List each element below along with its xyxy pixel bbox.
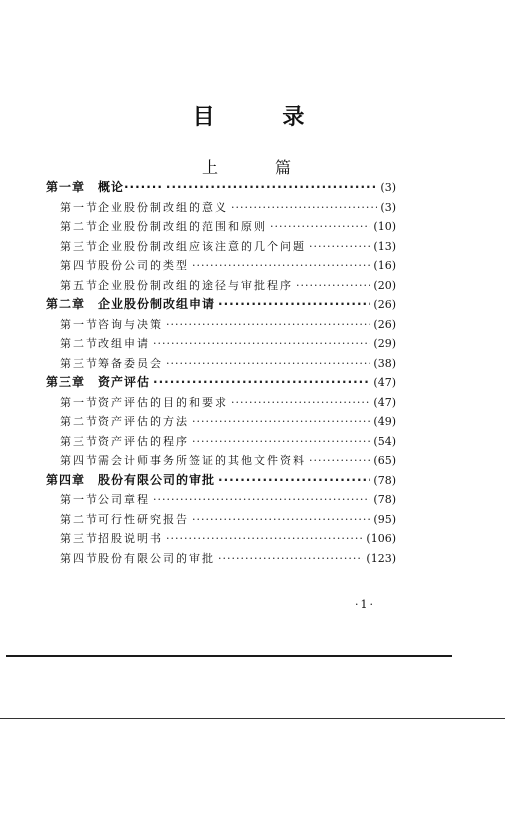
toc-section bbox=[46, 432, 396, 452]
toc-entry-page: (78) bbox=[373, 493, 396, 506]
toc-entry-title: 企业股份制改组的范围和原则 bbox=[98, 220, 267, 233]
toc-entry-number: 第二章 bbox=[46, 297, 86, 311]
toc-entry-page: (54) bbox=[373, 434, 396, 448]
toc-entry-page: (65) bbox=[373, 454, 396, 467]
toc-entry-page: (16) bbox=[373, 259, 396, 272]
toc-entry-page: (20) bbox=[373, 278, 396, 292]
toc-leader-dots bbox=[270, 217, 370, 237]
toc-entry-page: (29) bbox=[373, 337, 396, 350]
toc-entry-number: 第一节 bbox=[60, 395, 99, 409]
toc-entry-page: (38) bbox=[373, 356, 396, 370]
toc-entry-number: 第三节 bbox=[60, 532, 99, 545]
toc-leader-dots bbox=[166, 354, 370, 374]
toc-entry-title: 资产评估 bbox=[98, 375, 151, 389]
toc-entry-title: 需会计师事务所签证的其他文件资料 bbox=[98, 454, 306, 467]
toc-entry-number: 第三章 bbox=[46, 375, 86, 389]
toc-entry-title: 股份有限公司的审批 bbox=[98, 551, 215, 565]
toc-entry-page: (47) bbox=[373, 376, 396, 389]
toc-leader-dots bbox=[153, 373, 370, 393]
toc-entry-number: 第二节 bbox=[60, 415, 99, 428]
toc-section bbox=[46, 217, 396, 237]
toc-entry-title: 概论······· bbox=[98, 180, 163, 194]
toc-leader-dots bbox=[153, 490, 370, 510]
toc-chapter bbox=[46, 178, 396, 198]
toc-entry-title: 企业股份制改组申请 bbox=[98, 297, 216, 311]
toc-section bbox=[46, 334, 396, 354]
toc-section bbox=[46, 393, 396, 413]
toc-entry-number: 第二节 bbox=[60, 220, 99, 233]
toc-section bbox=[46, 510, 396, 530]
toc-section bbox=[46, 529, 396, 549]
table-of-contents bbox=[46, 178, 396, 568]
toc-entry-number: 第四节 bbox=[60, 551, 99, 565]
toc-chapter bbox=[46, 373, 396, 393]
toc-leader-dots bbox=[218, 295, 370, 315]
toc-entry-title: 企业股份制改组的意义 bbox=[98, 200, 228, 214]
toc-entry-title: 企业股份制改组的途径与审批程序 bbox=[98, 278, 293, 292]
toc-section bbox=[46, 276, 396, 296]
toc-leader-dots bbox=[192, 256, 370, 276]
toc-entry-title: 股份有限公司的审批 bbox=[98, 472, 216, 487]
toc-leader-dots bbox=[166, 178, 377, 198]
part-heading: 上 篇 bbox=[201, 158, 318, 177]
toc-entry-page: (78) bbox=[373, 473, 396, 487]
toc-section bbox=[46, 451, 396, 471]
toc-section bbox=[46, 198, 396, 218]
toc-section bbox=[46, 315, 396, 335]
toc-entry-number: 第四节 bbox=[60, 259, 99, 272]
toc-entry-title: 企业股份制改组应该注意的几个问题 bbox=[98, 239, 306, 253]
toc-entry-page: (3) bbox=[380, 181, 396, 194]
toc-section bbox=[46, 354, 396, 374]
toc-entry-page: (26) bbox=[373, 317, 396, 331]
toc-leader-dots bbox=[192, 510, 370, 530]
toc-leader-dots bbox=[309, 451, 370, 471]
toc-entry-page: (3) bbox=[380, 200, 396, 214]
toc-entry-title: 股份公司的类型 bbox=[98, 259, 189, 272]
toc-entry-number: 第五节 bbox=[60, 278, 99, 292]
toc-leader-dots bbox=[192, 412, 370, 432]
toc-leader-dots bbox=[296, 276, 370, 296]
toc-section bbox=[46, 549, 396, 569]
page-number: ·1· bbox=[355, 598, 375, 611]
toc-entry-title: 筹备委员会 bbox=[98, 356, 163, 370]
toc-leader-dots bbox=[218, 471, 370, 491]
toc-entry-page: (10) bbox=[373, 220, 396, 233]
page-edge-line bbox=[6, 655, 452, 657]
toc-entry-title: 可行性研究报告 bbox=[98, 512, 189, 526]
page-title: 目 录 bbox=[192, 105, 335, 130]
toc-leader-dots bbox=[192, 432, 370, 452]
toc-entry-title: 资产评估的方法 bbox=[98, 415, 189, 428]
toc-section bbox=[46, 237, 396, 257]
toc-entry-title: 资产评估的目的和要求 bbox=[98, 395, 228, 409]
toc-entry-number: 第三节 bbox=[60, 434, 99, 448]
toc-entry-page: (106) bbox=[366, 532, 396, 545]
toc-leader-dots bbox=[153, 334, 370, 354]
toc-entry-number: 第一节 bbox=[60, 493, 99, 506]
toc-entry-page: (47) bbox=[373, 395, 396, 409]
toc-leader-dots bbox=[166, 529, 363, 549]
scan-edge-line bbox=[0, 718, 505, 719]
toc-entry-title: 资产评估的程序 bbox=[98, 434, 189, 448]
toc-entry-number: 第四节 bbox=[60, 454, 99, 467]
toc-entry-number: 第三节 bbox=[60, 356, 99, 370]
toc-entry-title: 公司章程 bbox=[98, 493, 150, 506]
toc-section bbox=[46, 256, 396, 276]
toc-entry-number: 第一节 bbox=[60, 200, 99, 214]
toc-entry-number: 第二节 bbox=[60, 512, 99, 526]
toc-entry-page: (95) bbox=[373, 512, 396, 526]
toc-entry-title: 招股说明书 bbox=[98, 532, 163, 545]
toc-section bbox=[46, 490, 396, 510]
toc-leader-dots bbox=[231, 393, 370, 413]
toc-leader-dots bbox=[231, 198, 377, 218]
toc-entry-number: 第一章 bbox=[46, 180, 86, 194]
toc-entry-number: 第一节 bbox=[60, 317, 99, 331]
toc-chapter bbox=[46, 471, 396, 491]
toc-entry-page: (13) bbox=[373, 239, 396, 253]
toc-entry-page: (123) bbox=[366, 551, 396, 565]
toc-entry-number: 第二节 bbox=[60, 337, 99, 350]
toc-entry-page: (49) bbox=[373, 415, 396, 428]
toc-section bbox=[46, 412, 396, 432]
toc-entry-page: (26) bbox=[373, 298, 396, 311]
toc-leader-dots bbox=[309, 237, 370, 257]
toc-entry-number: 第三节 bbox=[60, 239, 99, 253]
toc-chapter bbox=[46, 295, 396, 315]
toc-leader-dots bbox=[218, 549, 363, 569]
toc-entry-number: 第四章 bbox=[46, 472, 86, 487]
toc-entry-title: 改组申请 bbox=[98, 337, 150, 350]
toc-entry-title: 咨询与决策 bbox=[98, 317, 163, 331]
toc-leader-dots bbox=[166, 315, 370, 335]
